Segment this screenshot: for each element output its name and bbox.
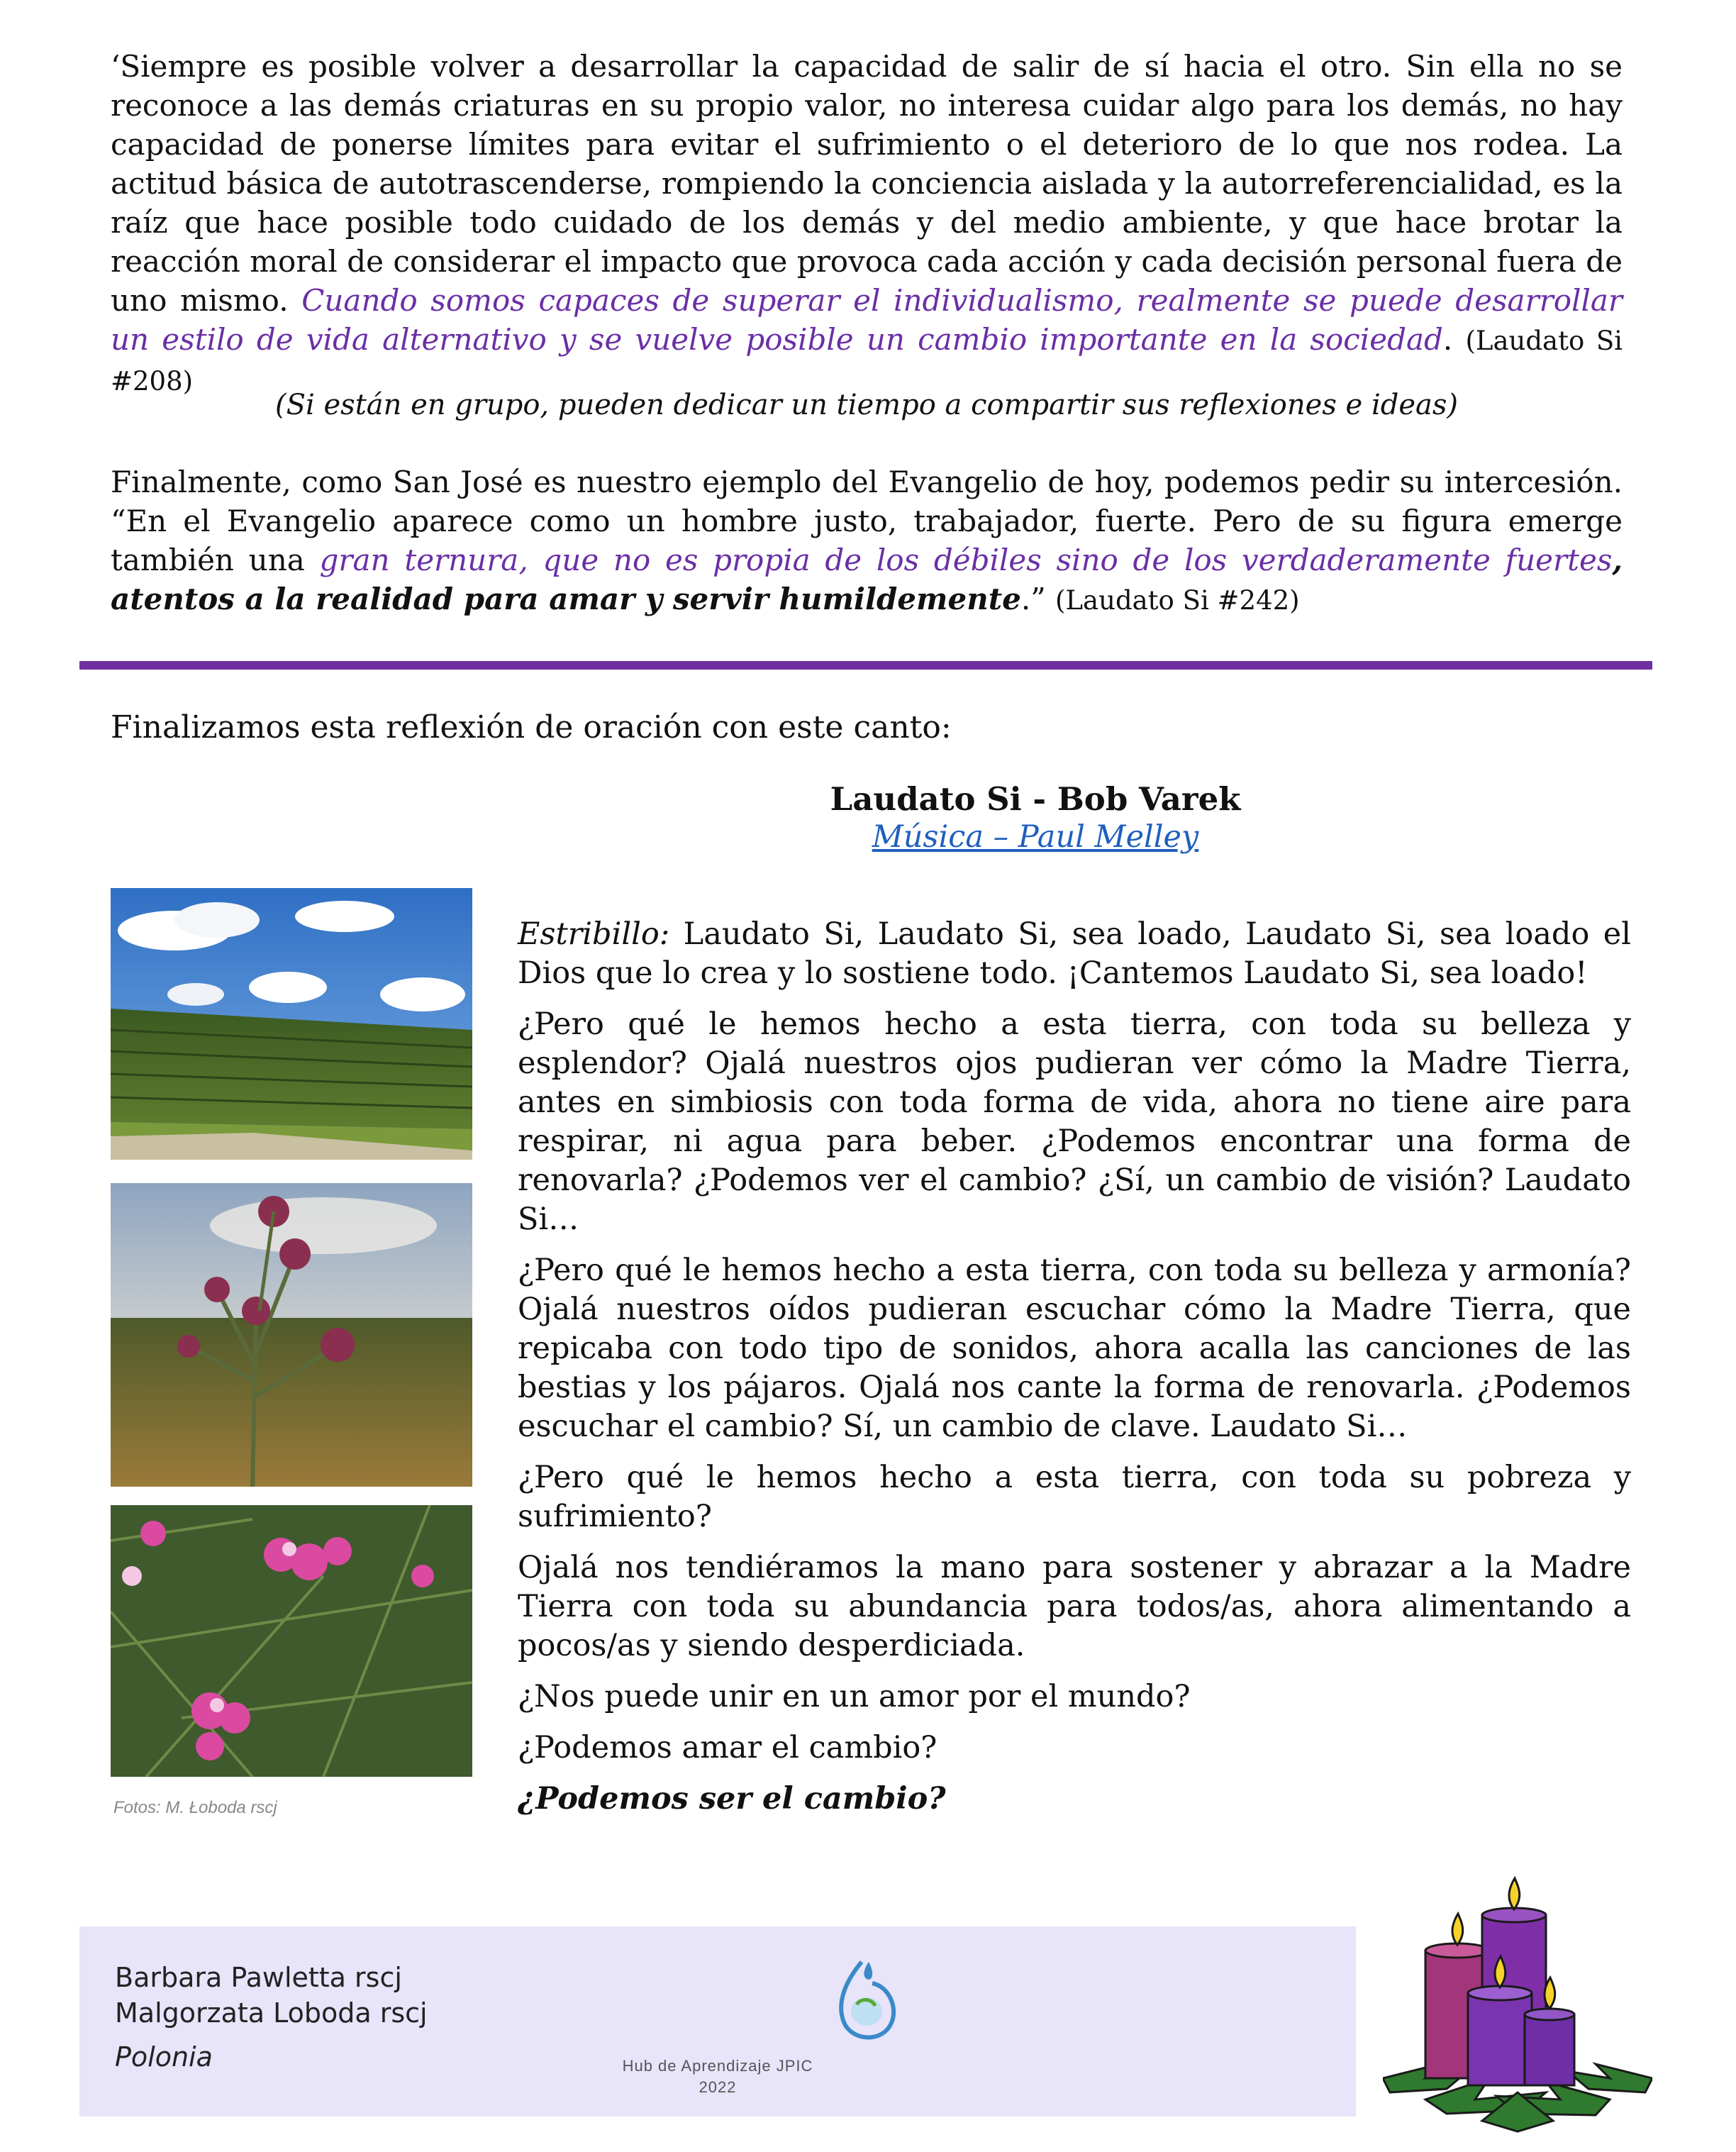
verse-3a: ¿Pero qué le hemos hecho a esta tierra, con toda su pobreza y sufrimiento? <box>518 1460 1631 1534</box>
footer-panel <box>79 1926 1356 2117</box>
country: Polonia <box>115 2041 213 2073</box>
section-divider <box>79 661 1652 670</box>
quote2-highlight: gran ternura, que no es propia de los débiles sino de los verdaderamente fuertes <box>319 543 1613 577</box>
refrain-text: Laudato Si, Laudato Si, sea loado, Laudato Si, sea loado el Dios que lo crea y lo sostiene todo. ¡Cantemos Laudato Si, sea loado! <box>518 916 1631 991</box>
closing-line-1: ¿Nos puede unir en un amor por el mundo? <box>518 1679 1191 1714</box>
quote1-highlight: Cuando somos capaces de superar el individualismo, realmente se puede desarrollar un estilo de vida alternativo y se vuelve posible un cambio importante en la sociedad <box>111 283 1623 357</box>
hub-logo-icon <box>830 1955 901 2047</box>
author-2: Malgorzata Loboda rscj <box>115 1997 428 2029</box>
closing-final-line: ¿Podemos ser el cambio? <box>518 1781 946 1817</box>
verse-1: ¿Pero qué le hemos hecho a esta tierra, con toda su belleza y esplendor? Ojalá nuestros ojos pudieran ver cómo la Madre Tierra, antes en simbiosis con toda forma de vida, ahora no tiene aire para respirar, ni agua para beber. ¿Podemos encontrar una forma de renovarla? ¿Podemos ver el cambio? ¿Sí, un cambio de visión? Laudato Si… <box>518 1006 1631 1237</box>
advent-candles-icon <box>1383 1865 1652 2135</box>
quote1-end: . <box>1442 322 1466 357</box>
photo-thistles <box>111 1183 472 1487</box>
song-music-link[interactable]: Música – Paul Melley <box>872 819 1199 855</box>
quote2-reference: (Laudato Si #242) <box>1055 585 1300 616</box>
quote1-text: ‘Siempre es posible volver a desarrollar la capacidad de salir de sí hacia el otro. Sin ella no se reconoce a las demás criaturas en su propio valor, no interesa cuidar algo para los demás, no hay capacidad de ponerse límites para evitar el sufrimiento o el deterioro de lo que nos rodea. La actitud básica de autotrascenderse, rompiendo la conciencia aislada y la autorreferencialidad, es la raíz que hace posible todo cuidado de los demás y del medio ambiente, y que hace brotar la reacción moral de considerar el impacto que provoca cada acción y cada decisión personal fuera de uno mismo. <box>111 49 1623 318</box>
author-1: Barbara Pawletta rscj <box>115 1962 402 1993</box>
song-lyrics <box>518 915 1631 1831</box>
quote2-end: .” <box>1020 582 1056 616</box>
photo-vineyard <box>111 888 472 1160</box>
quote-laudato-242 <box>111 462 1623 620</box>
song-title: Laudato Si - Bob Varek <box>830 780 1241 818</box>
verse-2: ¿Pero qué le hemos hecho a esta tierra, con toda su belleza y armonía? Ojalá nuestros oídos pudieran escuchar cómo la Madre Tierra, que repicaba con todo tipo de sonidos, ahora acalla las canciones de las bestias y los pájaros. Ojalá nos cante la forma de renovarla. ¿Podemos escuchar el cambio? Sí, un cambio de clave. Laudato Si… <box>518 1253 1631 1444</box>
hub-year: 2022 <box>699 2078 737 2096</box>
photo-sweet-peas <box>111 1505 472 1777</box>
quote-laudato-208 <box>111 47 1623 401</box>
song-intro: Finalizamos esta reflexión de oración con este canto: <box>111 709 952 745</box>
quote2-text: Finalmente, como San José es nuestro ejemplo del Evangelio de hoy, podemos pedir su intercesión. “En el Evangelio aparece como un hombre justo, trabajador, fuerte. Pero de su figura emerge también una <box>111 465 1623 577</box>
verse-3b: Ojalá nos tendiéramos la mano para sostener y abrazar a la Madre Tierra con toda su abundancia para todos/as, ahora alimentando a pocos/as y siendo desperdiciada. <box>518 1550 1631 1663</box>
group-note: (Si están en grupo, pueden dedicar un tiempo a compartir sus reflexiones e ideas) <box>274 389 1458 421</box>
closing-line-2: ¿Podemos amar el cambio? <box>518 1730 937 1765</box>
photo-caption: Fotos: M. Łoboda rscj <box>113 1798 277 1817</box>
refrain-label: Estribillo: <box>518 916 670 952</box>
quote1-reference: (Laudato Si #208) <box>111 326 1623 396</box>
quote2-bold: , atentos a la realidad para amar y servir humildemente <box>111 543 1623 616</box>
hub-name: Hub de Aprendizaje JPIC <box>622 2057 813 2075</box>
refrain <box>518 915 1631 993</box>
